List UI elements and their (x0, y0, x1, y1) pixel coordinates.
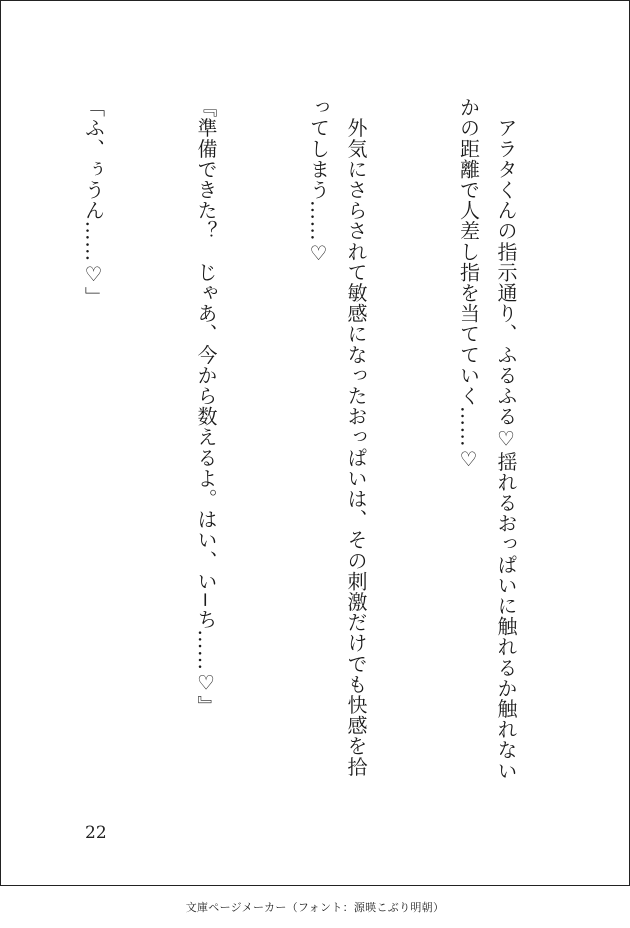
paragraph-3: 『準備できた？ じゃあ、今から数えるよ。はい、い−ち……♡』 (194, 97, 218, 716)
footer-credit: 文庫ページメーカー（フォント：源暎こぶり明朝） (185, 901, 445, 914)
vertical-text-block (0, 97, 599, 797)
page-number: 22 (85, 823, 107, 843)
paragraph-2: 外気にさらされて敏感になったおっぱいは、その刺激だけでも快感を拾ってしまう……♡ (306, 97, 368, 777)
paragraph-1: アラタくんの指示通り、ふるふる♡揺れるおっぱいに触れるか触れないかの距離で人差し指を当てていく……♡ (456, 97, 518, 781)
paragraph-4: 「ふ、ぅうん……♡」 (81, 97, 106, 307)
